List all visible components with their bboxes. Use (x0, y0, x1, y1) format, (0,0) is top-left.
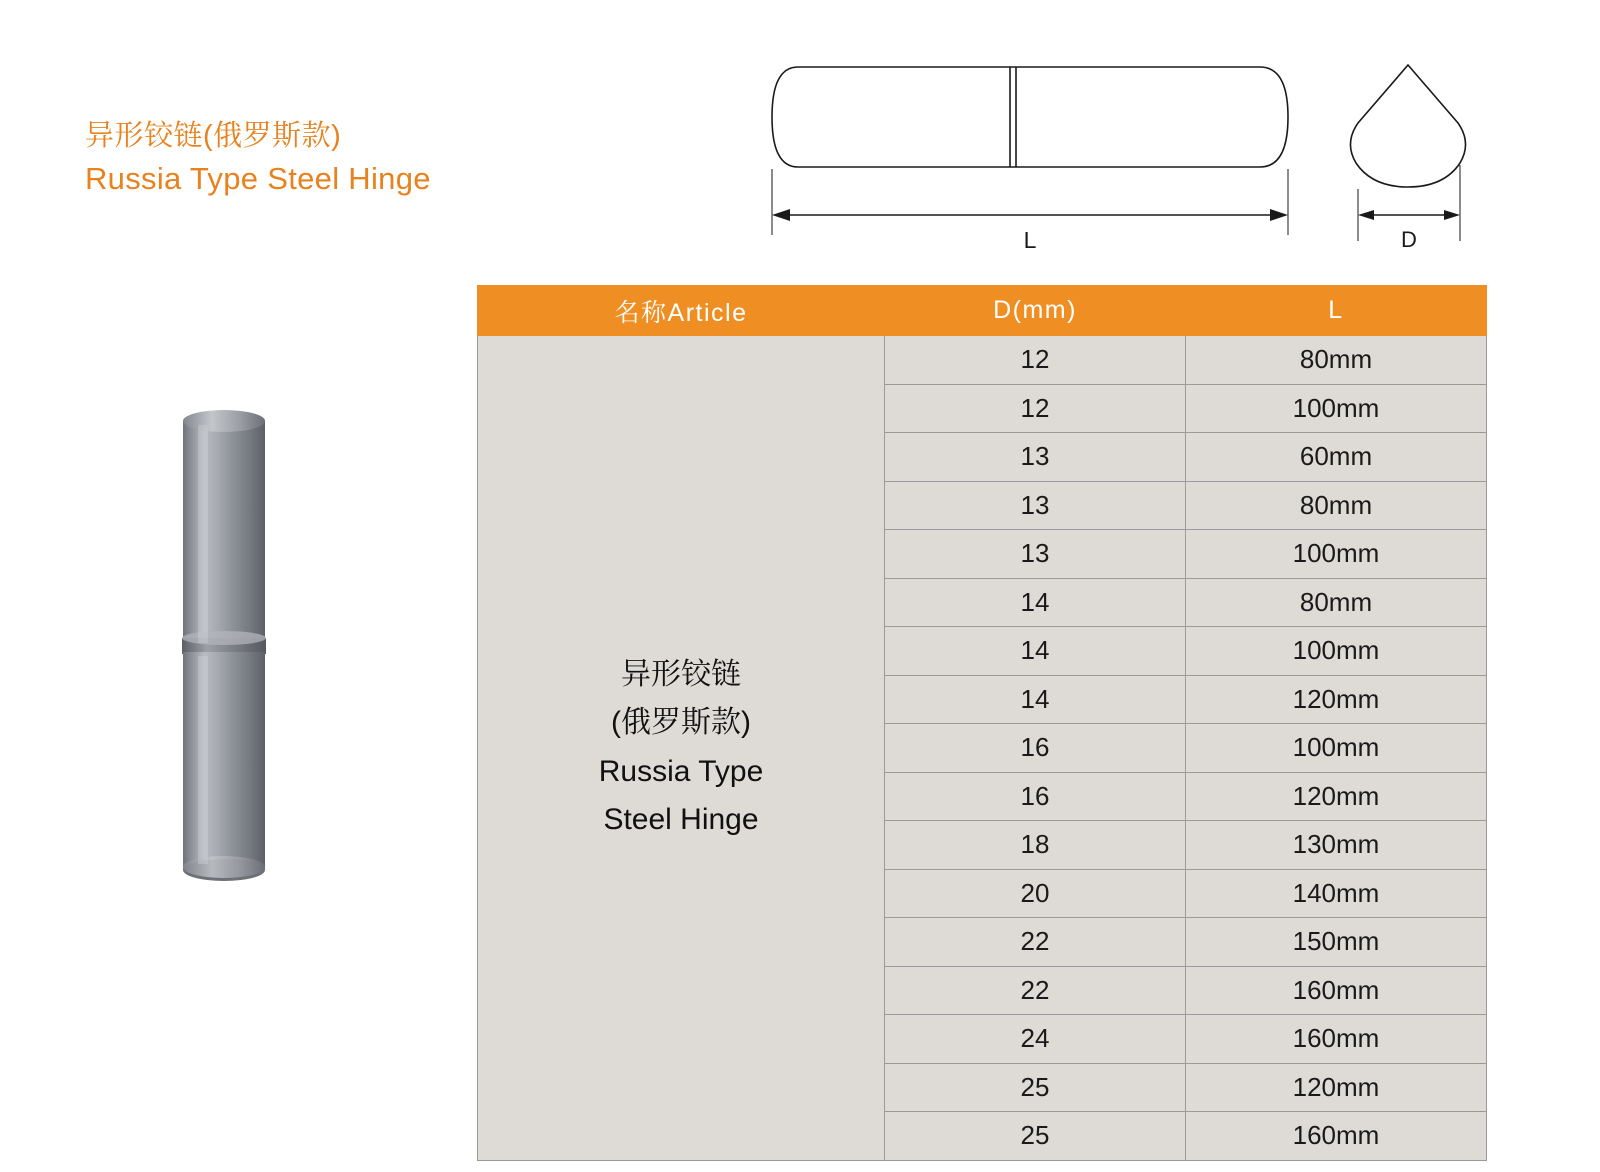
specification-table (477, 285, 1487, 1161)
cell-length: 100mm (1186, 627, 1487, 676)
cell-diameter: 16 (885, 772, 1186, 821)
table-row (478, 336, 1487, 385)
column-header-article: 名称Article (478, 286, 885, 336)
cell-length: 160mm (1186, 1015, 1487, 1064)
cell-diameter: 14 (885, 627, 1186, 676)
article-name-line: 异形铰链 (621, 657, 741, 691)
column-header-length: L (1186, 286, 1487, 336)
cell-diameter: 16 (885, 724, 1186, 773)
cell-length: 150mm (1186, 918, 1487, 967)
cell-diameter: 20 (885, 869, 1186, 918)
section-view-dimension-label: D (1401, 227, 1417, 252)
table-body (478, 336, 1487, 1161)
hinge-side-view-drawing (760, 45, 1320, 260)
product-photo (120, 380, 460, 920)
cell-length: 160mm (1186, 966, 1487, 1015)
cell-diameter: 14 (885, 675, 1186, 724)
article-name-line: Steel Hinge (603, 803, 759, 837)
cell-length: 160mm (1186, 1112, 1487, 1161)
cell-length: 120mm (1186, 772, 1487, 821)
hinge-cross-section-drawing (1340, 45, 1540, 260)
cell-diameter: 24 (885, 1015, 1186, 1064)
cell-length: 130mm (1186, 821, 1487, 870)
page-title (85, 115, 505, 202)
cell-diameter: 12 (885, 336, 1186, 385)
article-name-line: (俄罗斯款) (611, 706, 751, 740)
page-title-chinese: 异形铰链(俄罗斯款) (85, 120, 342, 152)
cell-length: 120mm (1186, 675, 1487, 724)
column-header-diameter: D(mm) (885, 286, 1186, 336)
table-header-row (478, 286, 1487, 336)
cell-diameter: 22 (885, 918, 1186, 967)
cell-length: 100mm (1186, 384, 1487, 433)
cell-diameter: 25 (885, 1112, 1186, 1161)
cell-length: 80mm (1186, 481, 1487, 530)
cell-length: 80mm (1186, 578, 1487, 627)
cell-diameter: 25 (885, 1063, 1186, 1112)
article-name-line: Russia Type (598, 754, 764, 788)
cell-length: 100mm (1186, 724, 1487, 773)
cell-length: 100mm (1186, 530, 1487, 579)
cell-diameter: 22 (885, 966, 1186, 1015)
article-name-cell (478, 336, 885, 1161)
cell-length: 60mm (1186, 433, 1487, 482)
cell-length: 80mm (1186, 336, 1487, 385)
cell-diameter: 14 (885, 578, 1186, 627)
cell-diameter: 18 (885, 821, 1186, 870)
side-view-dimension-label: L (1023, 227, 1037, 253)
cell-length: 120mm (1186, 1063, 1487, 1112)
cell-diameter: 12 (885, 384, 1186, 433)
cell-diameter: 13 (885, 530, 1186, 579)
page-title-english: Russia Type Steel Hinge (85, 161, 431, 197)
cell-diameter: 13 (885, 433, 1186, 482)
cell-diameter: 13 (885, 481, 1186, 530)
table-header (478, 286, 1487, 336)
cell-length: 140mm (1186, 869, 1487, 918)
